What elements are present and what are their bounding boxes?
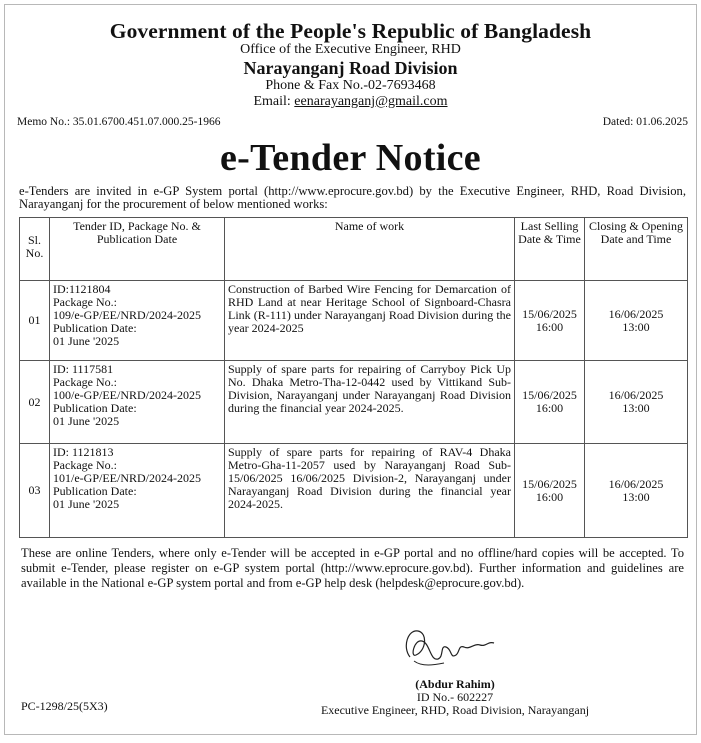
- email-label: Email:: [253, 94, 291, 109]
- signatory-designation: Executive Engineer, RHD, Road Division, Narayanganj: [320, 703, 590, 717]
- header-sl-text: Sl. No.: [25, 233, 44, 260]
- header-selling: Last Selling Date & Time: [515, 218, 585, 281]
- row-work: Supply of spare parts for repairing of Carryboy Pick Up No. Dhaka Metro-Tha-12-0442 used by Vittikand Sub- Division, Narayanganj under Narayanganj Road Division during the financial year 2024-2025.: [225, 361, 515, 444]
- signatory-block: [305, 678, 605, 717]
- row-work: Construction of Barbed Wire Fencing for Demarcation of RHD Land at near Heritage School of Signboard-Chasra Link (R-111) under Narayanganj Road Division during the year 2024-2025: [225, 281, 515, 361]
- table-row: [20, 281, 688, 361]
- intro-paragraph: e-Tenders are invited in e-GP System portal (http://www.eprocure.gov.bd) by the Executive Engineer, RHD, Road Division, Narayanganj for the procurement of below mentioned works:: [19, 184, 686, 211]
- table-row: [20, 361, 688, 444]
- memo-number: Memo No.: 35.01.6700.451.07.000.25-1966: [17, 116, 221, 128]
- phone-fax: Phone & Fax No.-02-7693468: [265, 78, 436, 93]
- row-sl: 01: [20, 281, 50, 361]
- table-row: [20, 444, 688, 538]
- header-closing: Closing & Opening Date and Time: [585, 218, 688, 281]
- handwritten-signature: [400, 617, 500, 677]
- tender-notice-page: [4, 4, 697, 735]
- letterhead: [5, 19, 696, 110]
- division-name: Narayanganj Road Division: [243, 58, 458, 78]
- row-selling: 15/06/2025 16:00: [515, 361, 585, 444]
- signatory-id: ID No.- 602227: [416, 690, 494, 704]
- row-sl: 02: [20, 361, 50, 444]
- memo-date: Dated: 01.06.2025: [602, 116, 688, 128]
- memo-row: [17, 115, 688, 129]
- tender-table: [19, 217, 688, 538]
- header-sl: [20, 218, 50, 281]
- header-work: Name of work: [225, 218, 515, 281]
- table-header-row: [20, 218, 688, 281]
- row-closing: 16/06/2025 13:00: [585, 361, 688, 444]
- notice-title: e-Tender Notice: [220, 137, 481, 179]
- office-line: Office of the Executive Engineer, RHD: [240, 42, 461, 57]
- row-selling: 15/06/2025 16:00: [515, 444, 585, 538]
- header-tender: Tender ID, Package No. & Publication Date: [50, 218, 225, 281]
- email-line: [5, 93, 696, 110]
- row-work: Supply of spare parts for repairing of RAV-4 Dhaka Metro-Gha-11-2057 used by Narayanganj Road Sub- 15/06/2025 16/06/2025 Division-2, Narayanganj under Narayanganj Road Division during the financial year 2024-2025.: [225, 444, 515, 538]
- row-tender: ID: 1121813 Package No.: 101/e-GP/EE/NRD/2024-2025 Publication Date: 01 June '2025: [50, 444, 225, 538]
- row-closing: 16/06/2025 13:00: [585, 281, 688, 361]
- row-tender: ID:1121804 Package No.: 109/e-GP/EE/NRD/2024-2025 Publication Date: 01 June '2025: [50, 281, 225, 361]
- signatory-name: (Abdur Rahim): [415, 677, 495, 691]
- footer-paragraph: These are online Tenders, where only e-Tender will be accepted in e-GP portal and no offline/hard copies will be accepted. To submit e-Tender, please register on e-GP system portal (http://www.eprocure.gov.bd). Further information and guidelines are available in the National e-GP system portal and from e-GP help desk (helpdesk@eprocure.gov.bd).: [21, 546, 684, 590]
- row-tender: ID: 1117581 Package No.: 100/e-GP/EE/NRD/2024-2025 Publication Date: 01 June '2025: [50, 361, 225, 444]
- pc-number: PC-1298/25(5X3): [21, 699, 108, 713]
- government-heading: Government of the People's Republic of Bangladesh: [109, 19, 592, 43]
- row-sl: 03: [20, 444, 50, 538]
- email-address: eenarayanganj@gmail.com: [294, 94, 448, 109]
- row-closing: 16/06/2025 13:00: [585, 444, 688, 538]
- row-selling: 15/06/2025 16:00: [515, 281, 585, 361]
